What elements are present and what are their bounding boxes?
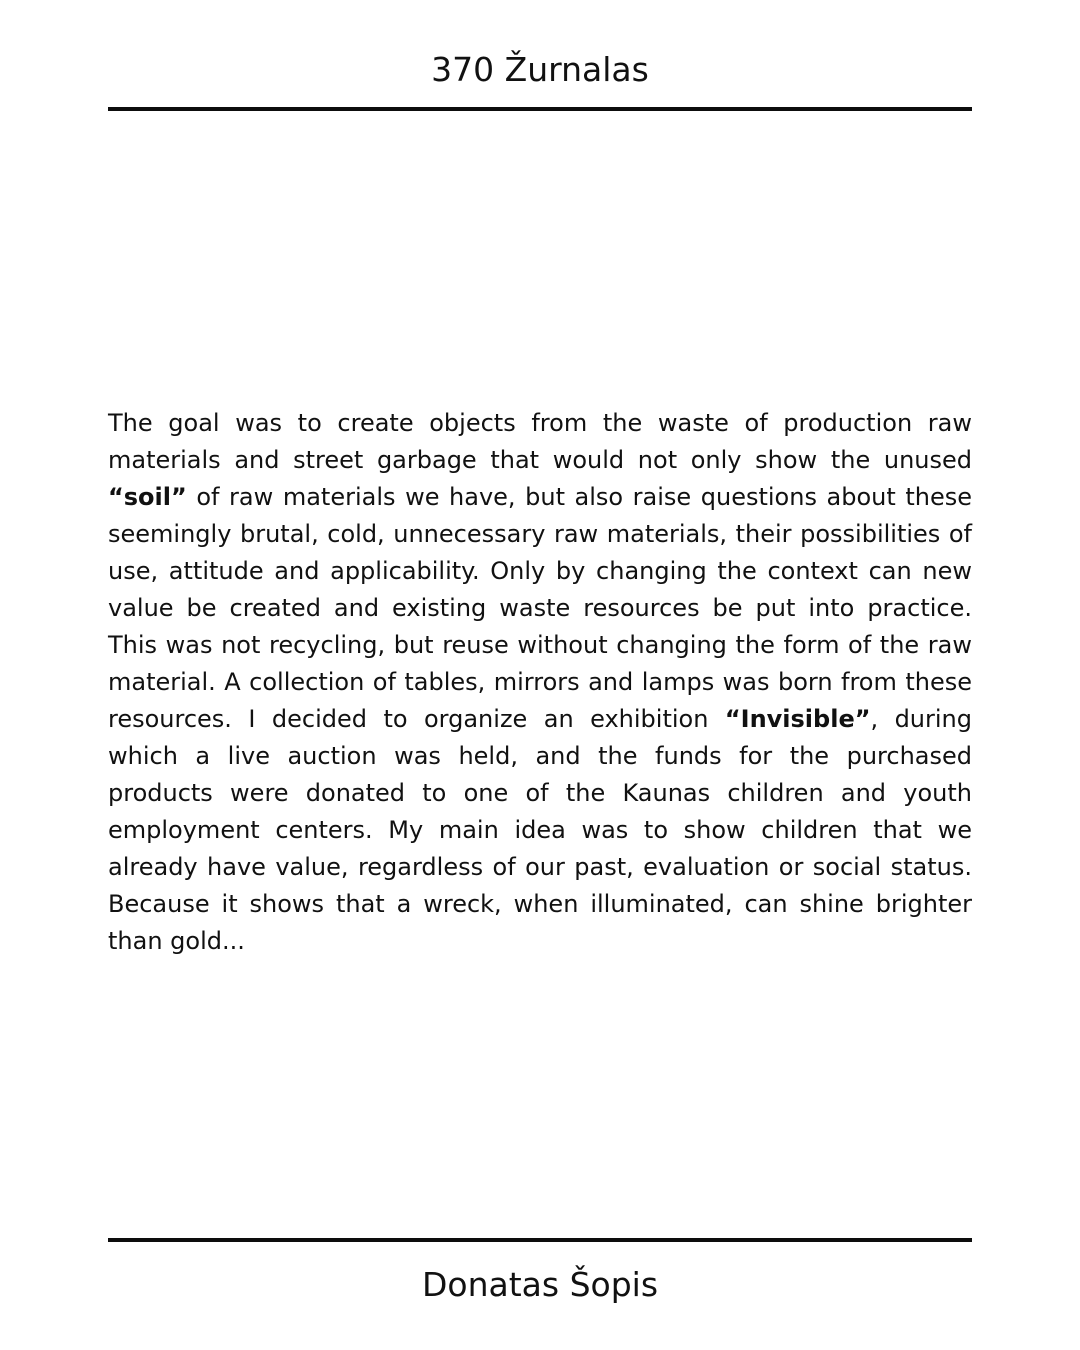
- author-name: Donatas Šopis: [421, 1265, 659, 1304]
- header-divider: [108, 107, 972, 111]
- page-title: 370 Žurnalas: [431, 50, 649, 89]
- article-text-segment-2: of raw materials we have, but also raise questions about these seemingly brutal, cold, unnecessary raw materials, their possibilities of use, attitude and applicability. Only by changing the context can new value be created and existing waste resources be put into practice. This was not recycling, but reuse without changing the form of the raw material. A collection of tables, mirrors and lamps was born from these resources. I decided to organize an exhibition: [108, 483, 972, 733]
- article-body: [108, 405, 972, 960]
- article-text-segment-1: The goal was to create objects from the waste of production raw materials and street garbage that would not only show the unused: [108, 409, 972, 474]
- article-text-segment-3: , during which a live auction was held, and the funds for the purchased products were donated to one of the Kaunas children and youth employment centers. My main idea was to show children that we already have value, regardless of our past, evaluation or social status. Because it shows that a wreck, when illuminated, can shine brighter than gold...: [108, 705, 972, 955]
- footer-divider: [108, 1238, 972, 1242]
- article-emphasis-soil: “soil”: [108, 483, 187, 511]
- article-emphasis-invisible: “Invisible”: [724, 705, 871, 733]
